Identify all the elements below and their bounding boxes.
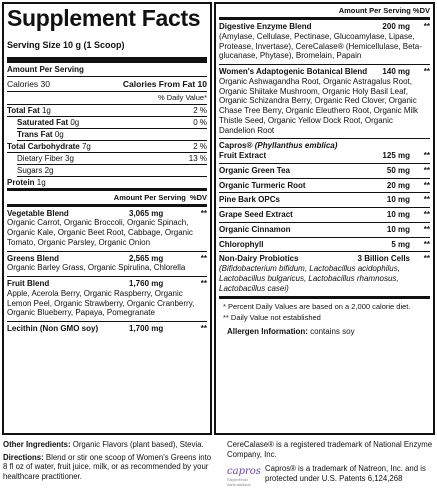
blend-ingredients: Apple, Acerola Berry, Organic Raspberry, Organic Lemon Peel, Organic Strawberry, Organic Cranberry, Organic Blueberry, Papaya, Pomegranate	[7, 288, 195, 318]
blend-header-row	[7, 324, 207, 334]
capros-row: Capros® (Phyllanthus emblica) Fruit Extract 125 mg **	[219, 141, 430, 160]
calories-from-fat: Calories From Fat 10	[122, 79, 207, 89]
blend-dv: **	[200, 324, 207, 333]
blend-dv: **	[200, 208, 207, 218]
nutrient-dv: 2 %	[193, 105, 207, 115]
ingredient-dv: **	[423, 180, 430, 190]
probiotics-row: Non-Dairy Probiotics 3 Billion Cells ** (Bifidobacterium bifidum, Lactobacillus acidophilus, Lactobacillus bulgaricus, Lactobacillus rhamnosus, Lactobacillus casei)	[219, 254, 430, 293]
nutrient-row	[7, 141, 207, 152]
panel-title: Supplement Facts	[7, 5, 201, 31]
nutrient-row	[7, 177, 207, 188]
blend-item	[7, 252, 207, 277]
amount-per-serving-label: Amount Per Serving	[7, 65, 84, 74]
blend-ingredients: Organic Barley Grass, Organic Spirulina, Chlorella	[7, 263, 186, 273]
dv-not-established-footnote: ** Daily Value not established	[223, 313, 321, 323]
nutrient-row	[7, 165, 207, 176]
blend-ingredients: (Amylase, Cellulase, Pectinase, Glucoamylase, Lipase, Protease, Invertase), CereCalase® (Hemicellulase, Beta-glucanase, Phytase), Bromelain, Papain	[219, 31, 422, 61]
single-ingredient-list	[219, 164, 430, 253]
nutrient-dv: 13 %	[188, 153, 207, 163]
ingredient-amount: 10 mg	[386, 224, 410, 234]
bottom-info	[3, 440, 433, 498]
blend-amount: 3,065 mg	[129, 208, 164, 218]
blend-name: Fruit Blend	[7, 279, 50, 288]
blend-item	[7, 322, 207, 337]
ingredient-row	[219, 238, 430, 252]
ingredient-amount: 10 mg	[386, 195, 410, 205]
ingredient-row	[219, 208, 430, 222]
blend-header: Amount Per Serving %DV	[113, 192, 207, 202]
nutrient-row	[7, 153, 207, 164]
blend-item	[7, 207, 207, 251]
ingredient-name: Organic Cinnamon	[219, 224, 291, 234]
ingredient-dv: **	[423, 210, 430, 219]
nutrient-row	[7, 129, 207, 140]
ingredient-row	[219, 179, 430, 193]
nutrient-label: Saturated Fat 0g	[17, 117, 80, 127]
other-ingredients: Other Ingredients: Organic Flavors (plant based), Stevia.	[3, 440, 204, 449]
blend-header-row	[7, 209, 207, 219]
ingredient-dv: **	[423, 239, 430, 249]
blend-name: Greens Blend	[7, 253, 60, 263]
nutrient-dv: 0 %	[193, 117, 207, 127]
calories-row	[7, 77, 207, 91]
blend-amount: 200 mg	[382, 22, 410, 31]
ingredient-dv: **	[423, 224, 430, 234]
blend-name: Women's Adaptogenic Botanical Blend	[219, 67, 368, 76]
blend-header-row	[219, 22, 430, 32]
nutrient-label: Protein 1g	[7, 177, 46, 187]
ingredient-dv: **	[423, 165, 430, 175]
nutrient-label: Sugars 2g	[17, 165, 54, 175]
nutrient-label: Trans Fat 0g	[17, 129, 64, 139]
blend-amount: 140 mg	[382, 67, 410, 76]
dv-footnote: * Percent Daily Values are based on a 2,000 calorie diet.	[223, 302, 411, 312]
ingredient-amount: 20 mg	[386, 180, 410, 190]
blend-list-right	[219, 20, 430, 138]
blend-list-left	[7, 207, 207, 337]
blend-amount: 1,700 mg	[129, 324, 164, 333]
cerecalase-trademark: CereCalase® is a registered trademark of National Enzyme Company, Inc.	[227, 440, 433, 459]
blend-ingredients: Organic Carrot, Organic Broccoli, Organic Spinach, Organic Kale, Organic Beet Root, Cabbage, Organic Tomato, Organic Parsley, Organic Onion	[7, 218, 193, 247]
supplement-facts-left-panel	[2, 2, 212, 435]
capros-trademark-block	[227, 464, 433, 488]
ingredient-row	[219, 223, 430, 237]
nutrient-label: Total Fat 1g	[7, 105, 51, 115]
blend-item	[219, 65, 430, 138]
directions: Directions: Blend or stir one scoop of Women's Greens into 8 fl oz of water, fruit juice, milk, or as recommended by your healthcare practitioner.	[3, 452, 212, 481]
ingredient-row	[219, 164, 430, 178]
blend-header-row	[7, 279, 207, 289]
supplement-facts-right-panel	[214, 2, 435, 435]
blend-item	[219, 20, 430, 64]
ingredient-name: Organic Turmeric Root	[219, 180, 306, 190]
blend-header-row	[7, 254, 207, 264]
blend-item	[7, 277, 207, 321]
nutrient-row	[7, 117, 207, 128]
blend-dv: **	[423, 22, 430, 31]
allergen-info: Allergen Information: contains soy	[227, 326, 355, 336]
blend-amount: 1,760 mg	[129, 279, 164, 288]
ingredient-name: Organic Green Tea	[219, 165, 290, 175]
calories-label: Calories 30	[7, 79, 50, 89]
serving-size: Serving Size 10 g (1 Scoop)	[7, 40, 125, 50]
blend-dv: **	[423, 67, 430, 76]
ingredient-name: Pine Bark OPCs	[219, 195, 280, 205]
ingredient-amount: 5 mg	[391, 239, 410, 249]
blend-dv: **	[200, 253, 207, 263]
ingredient-amount: 10 mg	[386, 210, 410, 219]
nutrient-row	[7, 105, 207, 116]
nutrient-dv: 2 %	[193, 141, 207, 151]
ingredient-amount: 50 mg	[386, 165, 410, 175]
nutrient-label: Total Carbohydrate 7g	[7, 141, 91, 151]
blend-name: Vegetable Blend	[7, 208, 69, 218]
ingredient-row	[219, 193, 430, 207]
capros-trademark: Capros® is a trademark of Natreon, Inc. and is protected under U.S. Patents 6,124,268	[265, 464, 426, 483]
daily-value-header: % Daily Value*	[157, 93, 207, 103]
blend-amount: 2,565 mg	[129, 253, 164, 263]
capros-logo: capros Superfruit Antioxidant	[227, 466, 261, 488]
ingredient-name: Chlorophyll	[219, 239, 264, 249]
nutrient-list	[7, 105, 207, 188]
ingredient-name: Grape Seed Extract	[219, 210, 293, 219]
right-amount-header: Amount Per Serving %DV	[338, 6, 430, 15]
blend-header-row	[219, 67, 430, 77]
blend-name: Digestive Enzyme Blend	[219, 22, 312, 31]
nutrient-label: Dietary Fiber 3g	[17, 153, 74, 163]
blend-name: Lecithin (Non GMO soy)	[7, 324, 99, 333]
blend-ingredients: Organic Ashwagandha Root, Organic Astragalus Root, Organic Shiitake Mushroom, Organic Holy Basil Leaf, Organic Schizandra Berry, Organic Red Clover, Organic Chase Tree Berry, Organic Eleuthero Root, Organic Milk Thistle Seed, Organic Yellow Dock Root, Organic Dandelion Root	[219, 76, 419, 135]
ingredient-dv: **	[423, 195, 430, 205]
blend-dv: **	[200, 279, 207, 288]
